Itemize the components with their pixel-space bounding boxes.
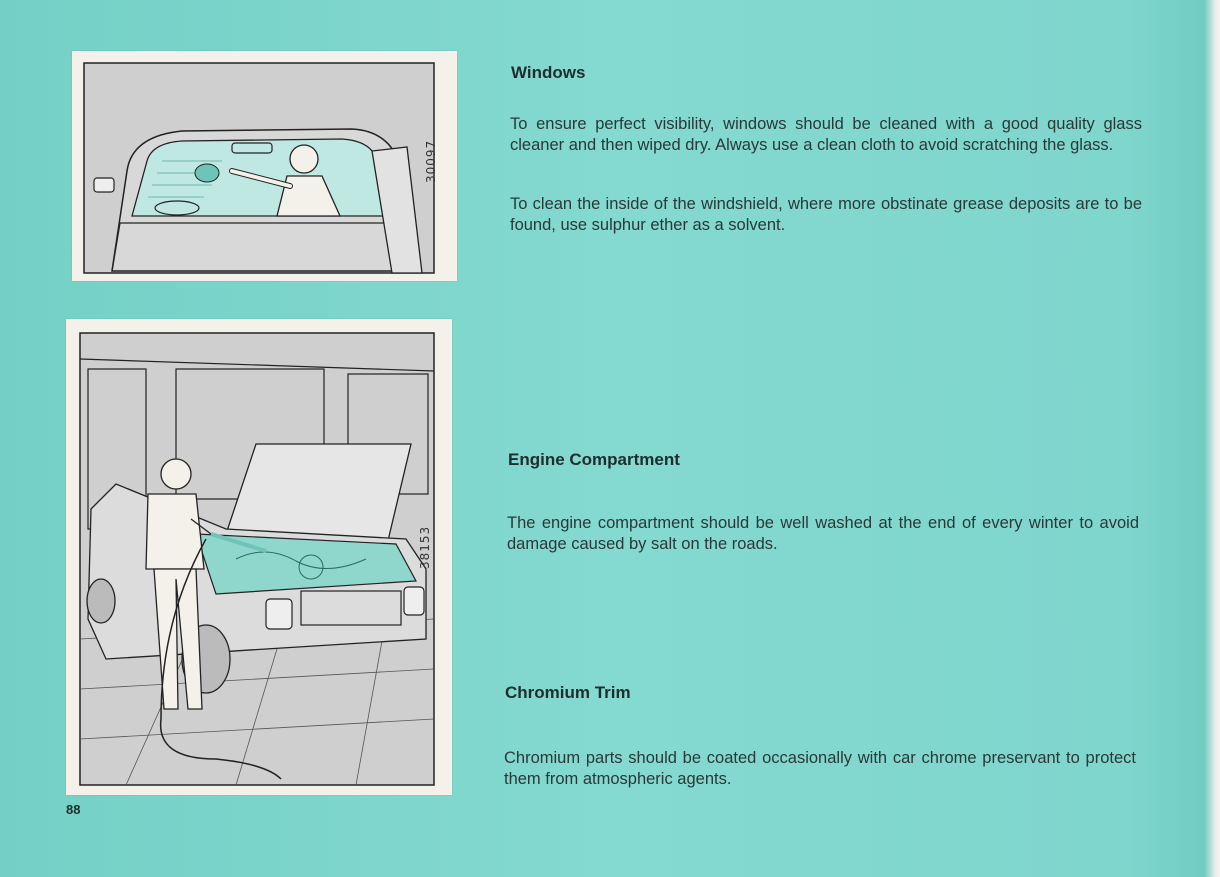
figure-engine-washing: [66, 319, 452, 795]
figure-window-cleaning: [72, 51, 457, 281]
section-title-chromium-trim: Chromium Trim: [505, 683, 631, 702]
chromium-trim-paragraph: Chromium parts should be coated occasionally with car chrome preservant to protect them from atmospheric agents.: [504, 749, 1136, 788]
windows-paragraph-1: To ensure perfect visibility, windows should be cleaned with a good quality glass cleaner and then wiped dry. Always use a clean cloth to avoid scratching the glass.: [510, 115, 1142, 154]
section-title-engine-compartment: Engine Compartment: [508, 450, 680, 469]
page-number: 88: [66, 802, 81, 817]
section-title-windows: Windows: [511, 63, 586, 82]
windows-paragraph-2: To clean the inside of the windshield, where more obstinate grease deposits are to be found, use sulphur ether as a solvent.: [510, 195, 1142, 234]
engine-compartment-paragraph: The engine compartment should be well washed at the end of every winter to avoid damage caused by salt on the roads.: [507, 514, 1139, 553]
engine-washing-illustration: [66, 319, 452, 795]
page-edge: [1204, 0, 1220, 877]
window-cleaning-illustration: [72, 51, 457, 281]
figure-number-38153: 38153: [418, 525, 432, 569]
figure-number-30097: 30097: [424, 139, 438, 183]
